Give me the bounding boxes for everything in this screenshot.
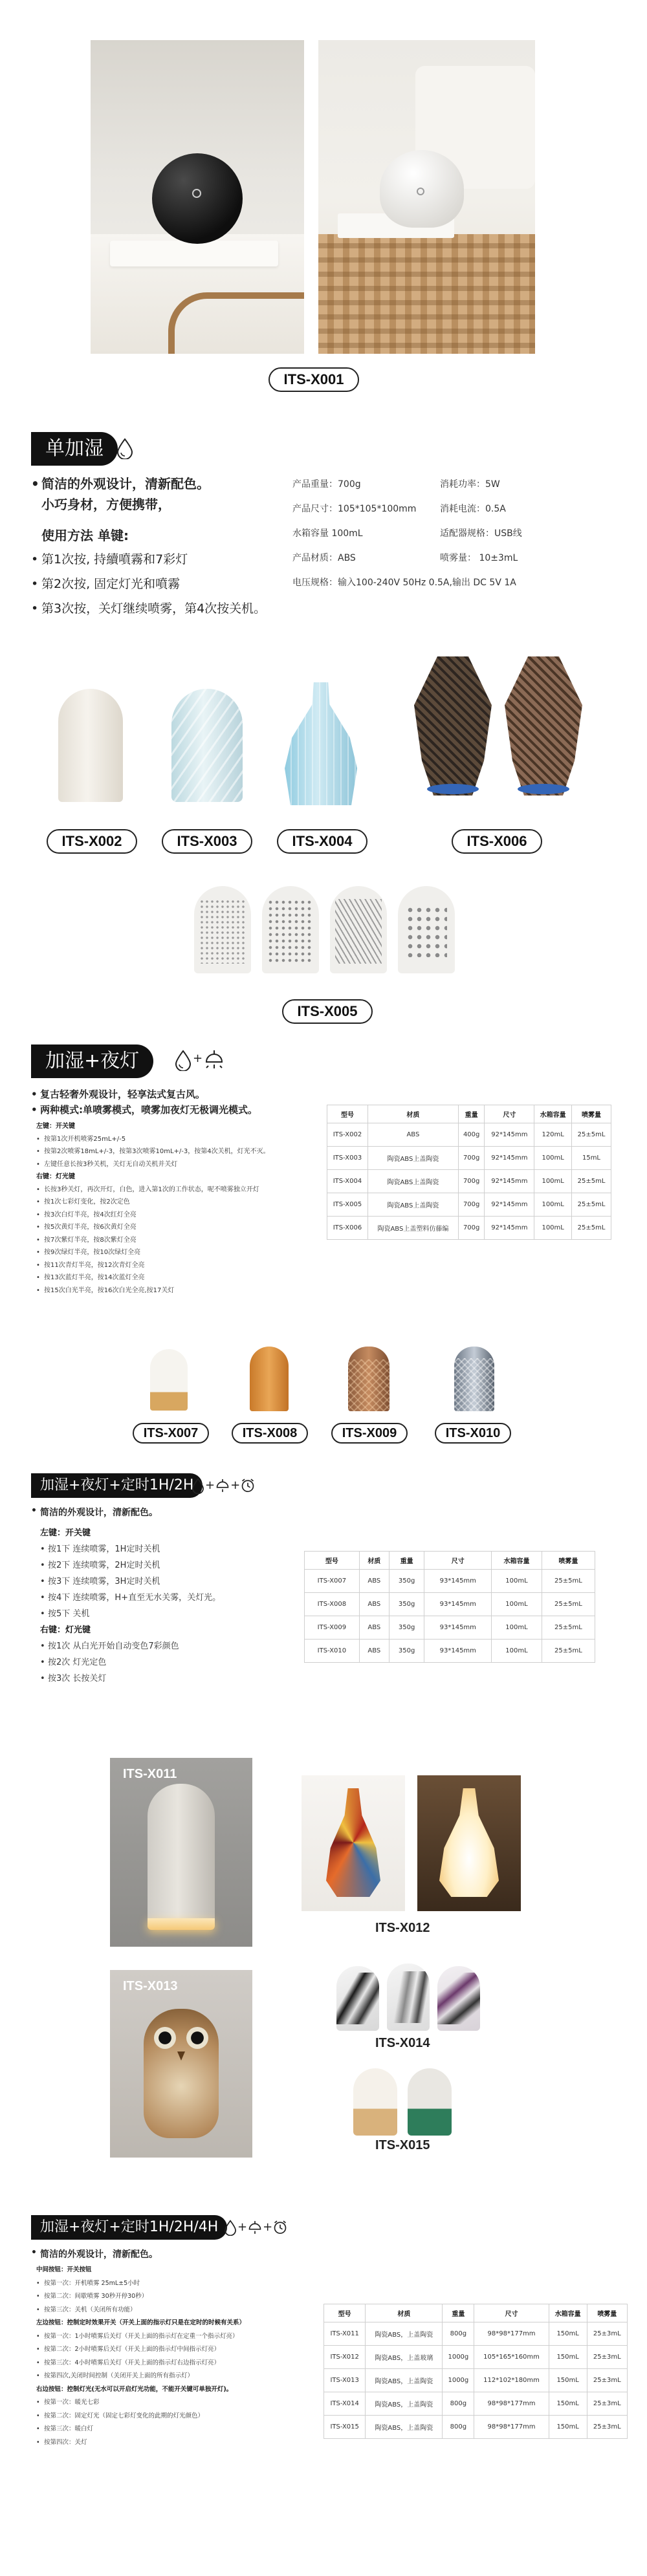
section1-features: • 简洁的外观设计，清新配色。 小巧身材，方便携带， <box>31 476 210 512</box>
table-cell: 100mL <box>534 1193 572 1217</box>
product-image-x006-a <box>414 656 492 796</box>
spec-table-section2 <box>327 1105 611 1240</box>
column-header: 喷雾量 <box>542 1552 595 1570</box>
column-header: 材质 <box>359 1552 389 1570</box>
lamp-icon <box>247 2219 263 2236</box>
model-label-x002: ITS-X002 <box>47 829 137 854</box>
section3-instructions <box>40 1525 221 1687</box>
product-image-x014-2 <box>387 1964 430 2031</box>
model-label-x009: ITS-X009 <box>331 1423 408 1444</box>
table-cell: ITS-X015 <box>324 2416 366 2439</box>
instruction-item: • 按第1次开机喷雾25mL+/-5 <box>36 1133 270 1146</box>
table-row <box>324 2369 628 2392</box>
table-row <box>327 1193 611 1217</box>
instruction-item: • 按第三次：暖白灯 <box>36 2423 245 2436</box>
instruction-heading: 右边按钮：控制灯光(无水可以开启灯光功能，不能开关键可单独开灯)。 <box>36 2385 233 2393</box>
product-image-x007 <box>150 1349 188 1411</box>
model-label-x005: ITS-X005 <box>282 999 373 1024</box>
section-title-timer-1h-2h-4h: 加湿+夜灯+定时1H/2H/4H <box>31 2215 227 2240</box>
model-label-x011: ITS-X011 <box>123 1767 177 1781</box>
product-image-x010 <box>454 1347 494 1411</box>
instruction-item: • 按4下 连续喷雾，H+直至无水关雾，关灯光。 <box>40 1590 221 1606</box>
section3-feature: • 简洁的外观设计，清新配色。 <box>31 1506 158 1518</box>
table-cell: 700g <box>458 1217 485 1240</box>
table-cell: 92*145mm <box>485 1123 534 1147</box>
column-header: 水箱容量 <box>534 1105 572 1123</box>
table-cell: ITS-X003 <box>327 1147 368 1170</box>
table-row <box>305 1640 595 1663</box>
table-cell: 25±3mL <box>587 2322 627 2346</box>
table-cell: 120mL <box>534 1123 572 1147</box>
instruction-item: • 按3次白灯半亮，按4次红灯全亮 <box>36 1209 270 1222</box>
column-header: 型号 <box>327 1105 368 1123</box>
feature-text: 小巧身材，方便携带， <box>41 497 171 512</box>
table-cell: ABS <box>359 1640 389 1663</box>
instruction-item: • 按第一次：1小时喷雾后关灯（开关上面的指示灯在定重一个指示灯亮） <box>36 2330 245 2344</box>
model-label-x001: ITS-X001 <box>269 367 359 392</box>
table-cell: ABS <box>359 1616 389 1640</box>
table-cell: 92*145mm <box>485 1170 534 1193</box>
water-drop-icon <box>173 1049 193 1071</box>
param-item: 喷雾量： 10±3mL <box>440 553 518 563</box>
params-right <box>440 472 522 570</box>
instruction-item: • 按11次青灯半亮，按12次青灯全亮 <box>36 1259 270 1272</box>
table-cell: ABS <box>359 1570 389 1593</box>
column-header: 喷雾量 <box>587 2304 627 2322</box>
instruction-item: • 按15次白光半亮，按16次白光全亮,按17关灯 <box>36 1284 270 1297</box>
column-header: 水箱容量 <box>492 1552 542 1570</box>
table-cell: 100mL <box>534 1217 572 1240</box>
table-cell: 陶瓷ABS上盖陶瓷 <box>367 1170 458 1193</box>
table-row <box>327 1147 611 1170</box>
table-cell: 100mL <box>492 1593 542 1616</box>
instruction-item: • 按第四次：关灯 <box>36 2436 245 2450</box>
table-row <box>324 2346 628 2369</box>
usage-list <box>31 547 266 621</box>
instruction-item: • 按5下 关机 <box>40 1606 221 1622</box>
table-cell: 25±5mL <box>572 1217 611 1240</box>
product-base-x006-a <box>427 784 479 794</box>
table-cell: 92*145mm <box>485 1217 534 1240</box>
column-header: 材质 <box>366 2304 443 2322</box>
table-cell: ITS-X007 <box>305 1570 360 1593</box>
product-base-x006-b <box>518 784 569 794</box>
param-item: 产品材质：ABS <box>292 553 356 563</box>
product-image-x005-2 <box>262 886 319 973</box>
table-cell: 150mL <box>549 2416 587 2439</box>
column-header: 型号 <box>305 1552 360 1570</box>
table-cell: 陶瓷ABS上盖陶瓷 <box>367 1147 458 1170</box>
table-cell: 92*145mm <box>485 1147 534 1170</box>
model-label-x014: ITS-X014 <box>375 2036 430 2050</box>
table-cell: 150mL <box>549 2346 587 2369</box>
instruction-heading: 左键：开关键 <box>36 1123 75 1130</box>
table-cell: 700g <box>458 1193 485 1217</box>
instruction-item: • 按1次七彩灯变化，按2次定色 <box>36 1196 270 1209</box>
product-image-x009 <box>348 1347 389 1411</box>
table-cell: 25±5mL <box>572 1170 611 1193</box>
instruction-item: • 按第四次,关闭时间控制（关闭开关上面的所有指示灯） <box>36 2370 245 2383</box>
table-cell: ABS <box>359 1593 389 1616</box>
model-label-x013: ITS-X013 <box>123 1979 178 1993</box>
section-title-humidify-nightlight: 加湿+夜灯 <box>31 1044 153 1078</box>
table-cell: 陶瓷ABS，上盖陶瓷 <box>366 2392 443 2416</box>
plus-sign: + <box>193 1052 203 1065</box>
lamp-icon <box>203 1048 225 1071</box>
water-drop-icon <box>115 437 135 459</box>
column-header: 重量 <box>389 1552 424 1570</box>
table-row <box>305 1616 595 1640</box>
table-header-row <box>324 2304 628 2322</box>
section-title-timer-1h-2h: 加湿+夜灯+定时1H/2H <box>31 1473 203 1498</box>
table-cell: 25±3mL <box>587 2346 627 2369</box>
table-cell: 陶瓷ABS，上盖陶瓷 <box>366 2369 443 2392</box>
table-cell: 陶瓷ABS，上盖陶瓷 <box>366 2322 443 2346</box>
table-cell: 93*145mm <box>424 1616 492 1640</box>
table-cell: ITS-X012 <box>324 2346 366 2369</box>
feature-text: 简洁的外观设计，清新配色。 <box>40 2249 158 2260</box>
product-image-x015-1 <box>353 2068 397 2136</box>
product-photo-x001-black <box>91 40 304 354</box>
table-cell: 25±5mL <box>572 1193 611 1217</box>
table-cell: 350g <box>389 1593 424 1616</box>
section2-instructions <box>36 1120 270 1297</box>
instruction-item: • 按9次绿灯半亮，按10次绿灯全亮 <box>36 1246 270 1259</box>
instruction-item: • 按13次蓝灯半亮，按14次蓝灯全亮 <box>36 1272 270 1284</box>
table-cell: 150mL <box>549 2369 587 2392</box>
instruction-heading: 右键：灯光键 <box>36 1173 75 1180</box>
usage-item: • 第3次按，关灯继续喷雾，第4次按关机。 <box>31 596 266 621</box>
section4-feature: • 简洁的外观设计，清新配色。 <box>31 2247 158 2260</box>
table-row <box>327 1217 611 1240</box>
table-cell: 150mL <box>549 2322 587 2346</box>
lamp-icon <box>215 1477 230 1494</box>
product-image-x006-b <box>505 656 582 796</box>
table-cell: ABS <box>367 1123 458 1147</box>
instruction-item: • 按第二次：间歇喷雾 30秒开停30秒） <box>36 2290 245 2304</box>
model-label-x010: ITS-X010 <box>435 1423 511 1444</box>
table-cell: ITS-X008 <box>305 1593 360 1616</box>
feature-text: 两种模式:单喷雾模式，喷雾加夜灯无极调光模式。 <box>40 1104 258 1116</box>
section2-features: • 复古轻奢外观设计，轻享法式复古风。 • 两种模式:单喷雾模式，喷雾加夜灯无极调光模式。 <box>31 1088 258 1116</box>
feature-text: 简洁的外观设计，清新配色。 <box>40 1508 158 1518</box>
model-label-x003: ITS-X003 <box>162 829 252 854</box>
table-cell: 100mL <box>534 1170 572 1193</box>
param-item: 电压规格：输入100-240V 50Hz 0.5A,输出 DC 5V 1A <box>292 578 516 588</box>
table-row <box>305 1593 595 1616</box>
instruction-item: • 按5次黄灯半亮，按6次黄灯全亮 <box>36 1221 270 1234</box>
table-row <box>324 2416 628 2439</box>
instruction-item: • 按2下 连续喷雾，2H定时关机 <box>40 1557 221 1574</box>
column-header: 尺寸 <box>485 1105 534 1123</box>
table-cell: 93*145mm <box>424 1593 492 1616</box>
water-drop-icon <box>223 2219 237 2236</box>
table-cell: 25±5mL <box>572 1123 611 1147</box>
param-item: 消耗电流：0.5A <box>440 504 506 514</box>
table-row <box>324 2392 628 2416</box>
param-item: 适配器规格：USB线 <box>440 528 522 539</box>
spec-table-section4 <box>324 2304 628 2439</box>
instruction-item: • 按第三次：关机（关闭所有功能） <box>36 2304 245 2317</box>
table-cell: 1000g <box>443 2369 474 2392</box>
product-image-x011 <box>110 1758 252 1947</box>
column-header: 重量 <box>458 1105 485 1123</box>
spec-table-section3 <box>304 1551 595 1663</box>
param-item: 水箱容量 100mL <box>292 528 363 539</box>
product-image-x004 <box>285 682 357 805</box>
table-cell: 1000g <box>443 2346 474 2369</box>
column-header: 喷雾量 <box>572 1105 611 1123</box>
table-cell: 350g <box>389 1640 424 1663</box>
usage-title: 使用方法 单键: <box>41 528 129 543</box>
table-cell: 陶瓷ABS上盖塑料仿藤编 <box>367 1217 458 1240</box>
table-cell: 400g <box>458 1123 485 1147</box>
column-header: 水箱容量 <box>549 2304 587 2322</box>
feature-text: 复古轻奢外观设计，轻享法式复古风。 <box>40 1088 206 1100</box>
table-cell: 25±3mL <box>587 2416 627 2439</box>
alarm-clock-icon <box>240 1477 256 1494</box>
table-cell: 25±3mL <box>587 2369 627 2392</box>
instruction-heading: 左键：开关键 <box>40 1528 91 1538</box>
instruction-item: • 按第三次：4小时喷雾后关灯（开关上面的指示灯右边指示灯亮） <box>36 2357 245 2370</box>
section4-instructions <box>36 2264 245 2449</box>
product-photo-x001-white <box>318 40 535 354</box>
instruction-item: • 按1次 从白光开始自动变色7彩颜色 <box>40 1638 221 1654</box>
alarm-clock-icon <box>272 2219 288 2236</box>
table-cell: 93*145mm <box>424 1640 492 1663</box>
model-label-x006: ITS-X006 <box>452 829 542 854</box>
table-cell: 105*165*160mm <box>474 2346 549 2369</box>
water-drop-icon <box>191 1477 205 1494</box>
table-header-row <box>327 1105 611 1123</box>
table-cell: 700g <box>458 1170 485 1193</box>
param-item: 产品尺寸：105*105*100mm <box>292 504 417 514</box>
product-image-x005-1 <box>194 886 251 973</box>
instruction-item: • 按1下 连续喷雾，1H定时关机 <box>40 1541 221 1557</box>
product-image-x005-3 <box>330 886 387 973</box>
usage-item: • 第2次按, 固定灯光和噴霧 <box>31 572 266 596</box>
instruction-heading: 右键：灯光键 <box>40 1625 91 1635</box>
table-cell: 25±3mL <box>587 2392 627 2416</box>
table-header-row <box>305 1552 595 1570</box>
param-item: 产品重量：700g <box>292 479 361 490</box>
feature-text: 简洁的外观设计，清新配色。 <box>41 476 210 492</box>
table-cell: 98*98*177mm <box>474 2392 549 2416</box>
instruction-item: • 按2次 灯光定色 <box>40 1654 221 1671</box>
instruction-item: • 按第一次：开机喷雾 25mL±5小时 <box>36 2277 245 2291</box>
table-cell: 25±5mL <box>542 1593 595 1616</box>
table-cell: ITS-X009 <box>305 1616 360 1640</box>
column-header: 尺寸 <box>424 1552 492 1570</box>
instruction-item: • 按3下 连续喷雾，3H定时关机 <box>40 1574 221 1590</box>
table-cell: 15mL <box>572 1147 611 1170</box>
instruction-item: • 按第二次：固定灯光（固定七彩灯变化的此期的灯光颜色） <box>36 2410 245 2423</box>
param-item: 消耗功率：5W <box>440 479 500 490</box>
product-image-x014-3 <box>437 1966 480 2031</box>
table-cell: 陶瓷ABS，上盖陶瓷 <box>366 2416 443 2439</box>
table-cell: 25±5mL <box>542 1640 595 1663</box>
instruction-heading: 中间按钮：开关按钮 <box>36 2266 92 2273</box>
table-cell: ITS-X004 <box>327 1170 368 1193</box>
table-cell: 800g <box>443 2416 474 2439</box>
table-cell: ITS-X014 <box>324 2392 366 2416</box>
product-image-x014-1 <box>336 1966 379 2031</box>
table-cell: 700g <box>458 1147 485 1170</box>
table-cell: 陶瓷ABS上盖陶瓷 <box>367 1193 458 1217</box>
product-image-x002 <box>58 689 123 802</box>
column-header: 型号 <box>324 2304 366 2322</box>
table-cell: ITS-X010 <box>305 1640 360 1663</box>
instruction-item: • 长按3秒关灯，再次开灯，白色，进入第1次的工作状态，呢不喷雾独立开灯 <box>36 1184 270 1196</box>
table-cell: 25±5mL <box>542 1570 595 1593</box>
section4-icons: + + <box>223 2218 288 2237</box>
instruction-heading: 左边按钮：控制定时效果开关（开关上面的指示灯只是在定时的时候有关系） <box>36 2319 246 2326</box>
table-cell: ITS-X005 <box>327 1193 368 1217</box>
section-title-humidify: 单加湿 <box>31 432 118 466</box>
instruction-item: • 按第2次喷雾18mL+/-3，按第3次喷雾10mL+/-3，按第4次关机，灯光不灭。 <box>36 1145 270 1158</box>
table-cell: 100mL <box>534 1147 572 1170</box>
table-cell: 100mL <box>492 1570 542 1593</box>
product-image-x012-b <box>417 1775 521 1911</box>
product-image-x005-4 <box>398 886 455 973</box>
model-label-x008: ITS-X008 <box>232 1423 308 1444</box>
table-cell: 112*102*180mm <box>474 2369 549 2392</box>
table-cell: 800g <box>443 2322 474 2346</box>
column-header: 材质 <box>367 1105 458 1123</box>
table-row <box>305 1570 595 1593</box>
table-cell: ITS-X013 <box>324 2369 366 2392</box>
usage-item: • 第1次按, 持續噴霧和7彩灯 <box>31 547 266 572</box>
model-label-x015: ITS-X015 <box>375 2138 430 2152</box>
table-row <box>324 2322 628 2346</box>
table-cell: 100mL <box>492 1616 542 1640</box>
section3-icons: + + <box>191 1476 256 1495</box>
product-image-x013 <box>110 1970 252 2158</box>
table-cell: 92*145mm <box>485 1193 534 1217</box>
table-row <box>327 1170 611 1193</box>
product-image-x012-a <box>302 1775 405 1911</box>
table-row <box>327 1123 611 1147</box>
model-label-x012: ITS-X012 <box>375 1921 430 1935</box>
table-cell: 350g <box>389 1616 424 1640</box>
instruction-item: • 按第一次：暖光七彩 <box>36 2396 245 2410</box>
table-cell: ITS-X011 <box>324 2322 366 2346</box>
table-cell: 25±5mL <box>542 1616 595 1640</box>
table-cell: 93*145mm <box>424 1570 492 1593</box>
model-label-x007: ITS-X007 <box>133 1423 209 1444</box>
instruction-item: • 按7次紫灯半亮，按8次紫灯全亮 <box>36 1234 270 1247</box>
model-label-x004: ITS-X004 <box>277 829 367 854</box>
column-header: 尺寸 <box>474 2304 549 2322</box>
instruction-item: • 左键任意长按3秒关机，关灯无自动关机并关灯 <box>36 1158 270 1171</box>
table-cell: ITS-X002 <box>327 1123 368 1147</box>
table-cell: 陶瓷ABS，上盖玻璃 <box>366 2346 443 2369</box>
table-cell: 350g <box>389 1570 424 1593</box>
product-image-x003 <box>171 689 243 802</box>
table-cell: ITS-X006 <box>327 1217 368 1240</box>
table-cell: 800g <box>443 2392 474 2416</box>
product-image-x008 <box>250 1347 289 1411</box>
column-header: 重量 <box>443 2304 474 2322</box>
table-cell: 98*98*177mm <box>474 2416 549 2439</box>
instruction-item: • 按第二次：2小时喷雾后关灯（开关上面的指示灯中间指示灯亮） <box>36 2343 245 2357</box>
table-cell: 98*98*177mm <box>474 2322 549 2346</box>
product-image-x015-2 <box>408 2068 452 2136</box>
table-cell: 150mL <box>549 2392 587 2416</box>
instruction-item: • 按3次 长按关灯 <box>40 1671 221 1687</box>
table-cell: 100mL <box>492 1640 542 1663</box>
